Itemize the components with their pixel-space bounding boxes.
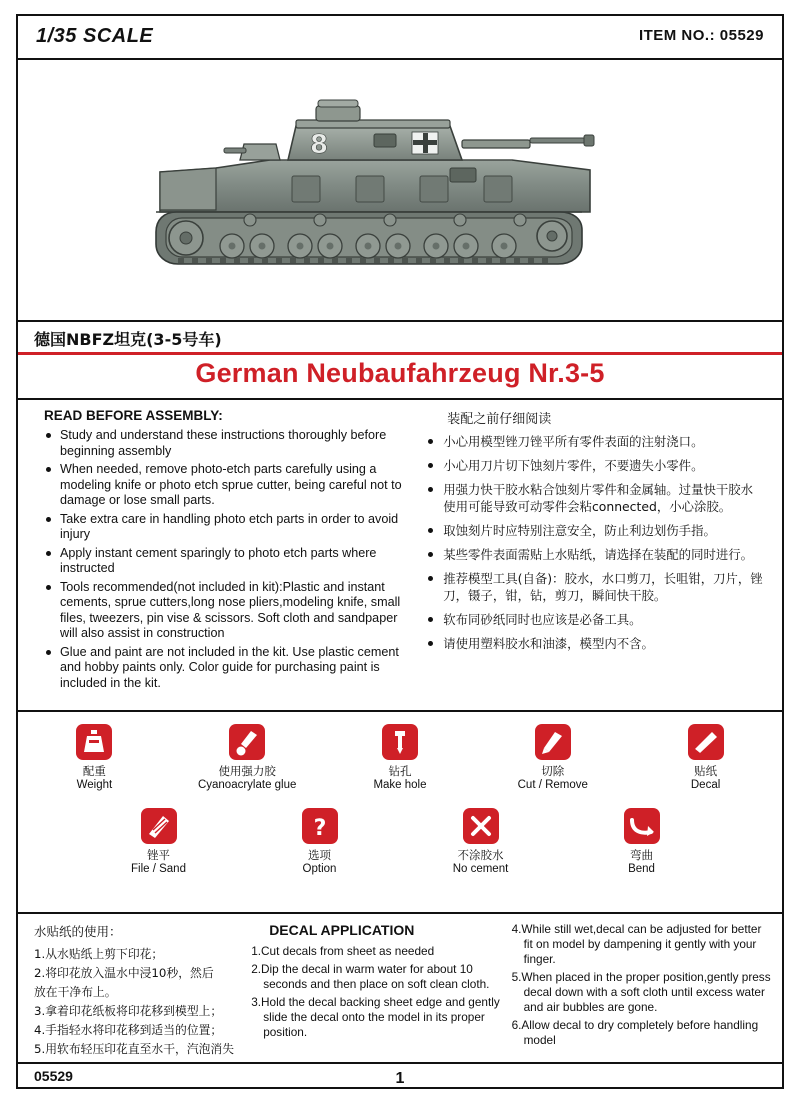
symbol-label-en: Bend	[628, 863, 655, 875]
list-item: 软布同砂纸同时也应该是必备工具。	[425, 611, 768, 628]
decal-english-column-right	[512, 922, 772, 1062]
list-item: 推荐模型工具(自备)：胶水，水口剪刀，长咀钳，刀片，锉刀，镊子，钳，钻，剪刀，瞬间快干胶。	[425, 570, 768, 604]
instructions-section	[18, 400, 782, 712]
title-block	[18, 322, 782, 400]
list-item: 4.While still wet,decal can be adjusted for better fit on model by dampening it gently with your finger.	[511, 922, 762, 966]
glue-bottle-icon	[229, 724, 265, 760]
page-number: 1	[395, 1070, 405, 1087]
decal-english-steps-left	[251, 944, 511, 1040]
footer-item-code: 05529	[34, 1068, 73, 1084]
symbol-cut-remove	[489, 724, 617, 792]
symbol-cyanoacrylate-glue	[183, 724, 311, 792]
decal-chinese-heading: 水贴纸的使用：	[34, 924, 122, 939]
bend-icon	[624, 808, 660, 844]
item-number-value: 05529	[719, 27, 764, 44]
list-item: When needed, remove photo-etch parts carefully using a modeling knife or photo etch sprue cutter, being careful not to damage or lose small parts.	[44, 462, 409, 509]
decal-application-section	[18, 914, 782, 1064]
list-item: 取蚀刻片时应特别注意安全，防止利边划伤手指。	[425, 522, 768, 539]
symbol-label-en: Decal	[690, 779, 721, 791]
symbol-weight	[30, 724, 158, 792]
list-item: 2.Dip the decal in warm water for about 10 seconds and then place on soft clean cloth.	[251, 962, 490, 991]
list-item: 某些零件表面需贴上水贴纸，请选择在装配的同时进行。	[425, 546, 768, 563]
option-icon	[302, 808, 338, 844]
decal-english-steps-right	[512, 922, 772, 1048]
turret-number: 8	[310, 130, 329, 160]
symbol-decal	[642, 724, 770, 792]
decal-english-heading: DECAL APPLICATION	[269, 922, 415, 938]
list-item-line: 用强力快干胶水粘合蚀刻片零件和金属轴。过量快干胶水	[443, 482, 754, 497]
symbol-legend-section	[18, 712, 782, 914]
decal-english-column-left	[251, 922, 511, 1062]
instructions-english-column	[18, 400, 415, 710]
title-chinese: 德国NBFZ坦克(3-5号车)	[34, 330, 222, 349]
weight-icon	[76, 724, 112, 760]
list-item: 5.When placed in the proper position,gently press decal down with a soft cloth until excess water and air bubbles are gone.	[511, 970, 771, 1014]
symbol-label-cn: 锉平	[147, 848, 170, 862]
symbol-label-cn: 不涂胶水	[457, 848, 504, 862]
symbol-label-cn: 选项	[308, 848, 331, 862]
list-item: 请使用塑料胶水和油漆，模型内不含。	[425, 635, 768, 652]
list-item: 3.拿着印花纸板将印花移到模型上；	[34, 1004, 223, 1018]
footer	[18, 1064, 782, 1088]
symbol-file-sand	[95, 808, 223, 876]
decal-icon	[688, 724, 724, 760]
balkenkreuz-marking	[412, 132, 438, 154]
symbol-label-en: Weight	[76, 779, 113, 791]
no-cement-icon	[463, 808, 499, 844]
list-item: Apply instant cement sparingly to photo etch parts where instructed	[44, 546, 409, 577]
instructions-chinese-heading: 装配之前仔细阅读	[447, 412, 552, 427]
cut-remove-icon	[535, 724, 571, 760]
list-item	[425, 481, 768, 515]
list-item: 2.将印花放入温水中浸10秒，然后	[34, 966, 214, 980]
symbol-label-en: Make hole	[373, 779, 427, 791]
symbol-make-hole	[336, 724, 464, 792]
instructions-chinese-column	[415, 400, 782, 710]
list-item: 放在干净布上。	[34, 985, 117, 999]
instructions-chinese-list	[425, 433, 768, 652]
file-sand-icon	[141, 808, 177, 844]
symbol-label-en: No cement	[452, 863, 509, 875]
symbol-label-cn: 配重	[82, 764, 106, 778]
symbol-label-cn: 切除	[541, 764, 565, 778]
decal-chinese-column	[28, 922, 251, 1062]
symbol-bend	[578, 808, 706, 876]
decal-chinese-steps	[34, 945, 251, 1059]
symbol-no-cement	[417, 808, 545, 876]
list-item: 1.Cut decals from sheet as needed	[251, 944, 435, 958]
list-item-line: 使用可能导致可动零件会粘connected，小心涂胶。	[443, 499, 732, 514]
instructions-english-heading: READ BEFORE ASSEMBLY:	[44, 408, 223, 423]
box-art-illustration	[18, 60, 782, 322]
scale-label: 1/35 SCALE	[36, 25, 154, 47]
list-item: 小心用模型锉刀锉平所有零件表面的注射浇口。	[425, 433, 768, 450]
tank-drawing	[120, 60, 680, 318]
symbol-label-cn: 弯曲	[630, 848, 653, 862]
symbol-label-en: File / Sand	[131, 863, 186, 875]
svg-text:?: ?	[313, 816, 326, 841]
symbol-label-en: Cut / Remove	[517, 779, 588, 791]
item-number-label: ITEM NO.:	[638, 27, 716, 44]
symbol-label-cn: 使用强力胶	[218, 764, 276, 778]
list-item: 4.手指轻水将印花移到适当的位置；	[34, 1023, 223, 1037]
symbol-row-1	[18, 724, 782, 792]
list-item: Study and understand these instructions thoroughly before beginning assembly	[44, 428, 409, 459]
drill-icon	[382, 724, 418, 760]
list-item: 1.从水贴纸上剪下印花；	[34, 947, 164, 961]
symbol-label-en: Cyanoacrylate glue	[197, 779, 297, 791]
list-item: 6.Allow decal to dry completely before handling model	[511, 1018, 759, 1047]
item-number-block	[639, 27, 764, 44]
list-item: 5.用软布轻压印花直至水干，汽泡消失	[34, 1042, 235, 1056]
title-divider-bar	[18, 352, 782, 355]
symbol-row-2	[18, 808, 782, 876]
list-item: Glue and paint are not included in the kit. Use plastic cement and hobby paints only. Color guide for purchasing paint is included in the kit.	[44, 645, 409, 692]
symbol-option	[256, 808, 384, 876]
header-bar	[18, 16, 782, 60]
symbol-label-en: Option	[302, 863, 337, 875]
list-item: Take extra care in handling photo etch parts in order to avoid injury	[44, 512, 409, 543]
symbol-label-cn: 钻孔	[388, 764, 412, 778]
list-item: Tools recommended(not included in kit):Plastic and instant cements, sprue cutters,long nose pliers,modeling knife, small files, tweezers, pin vise & scissors. Soft cloth and sandpaper will also assist in construction	[44, 580, 409, 642]
symbol-label-cn: 贴纸	[694, 764, 718, 778]
list-item: 3.Hold the decal backing sheet edge and gently slide the decal onto the model in its proper position.	[251, 995, 500, 1039]
list-item: 小心用刀片切下蚀刻片零件，不要遗失小零件。	[425, 457, 768, 474]
page-frame	[16, 14, 784, 1089]
title-english: German Neubaufahrzeug Nr.3-5	[195, 358, 605, 388]
instructions-english-list	[44, 428, 409, 691]
